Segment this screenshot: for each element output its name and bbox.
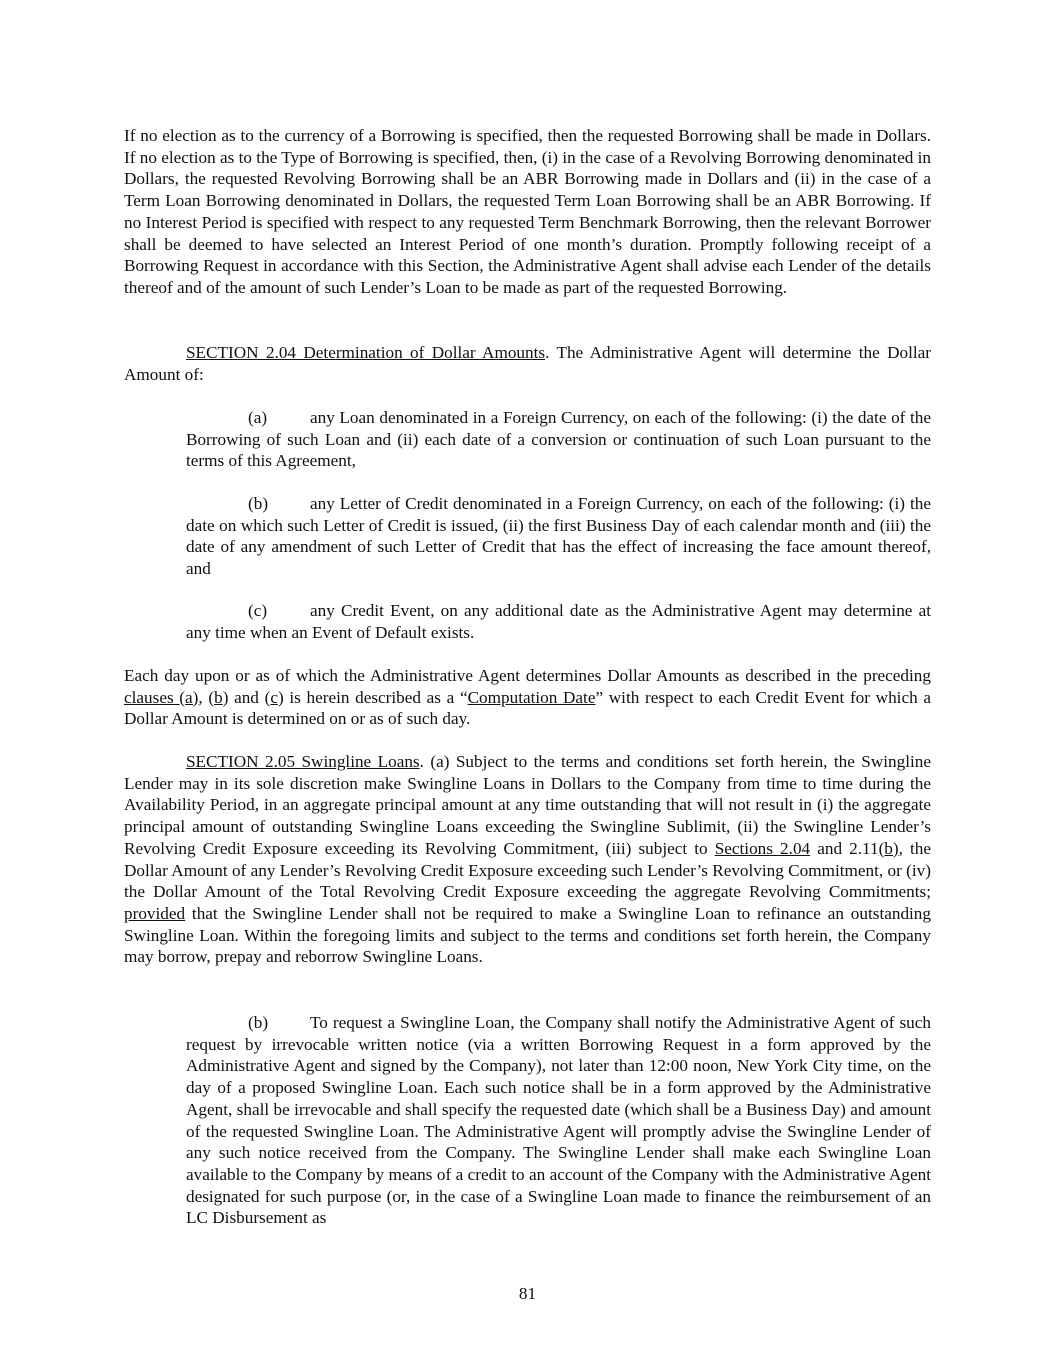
clause-a-label: (a) [248, 408, 268, 427]
clause-b [186, 493, 931, 580]
text-run: that the Swingline Lender shall not be required to make a Swingline Loan to refinance an outstanding Swingline Loan. Within the foregoing limits and subject to the terms and conditions set forth herein, the Company may borrow, prepay and reborrow Swingline Loans. [124, 903, 931, 967]
defined-term: Computation Date [467, 687, 596, 707]
clause-a-text: any Loan denominated in a Foreign Currency, on each of the following: (i) the date of the Borrowing of such Loan and (ii) each date of a conversion or continuation of such Loan pursuant to the terms of this Agreement, [186, 408, 931, 471]
page-number: 81 [518, 1284, 537, 1303]
clause-b-text: any Letter of Credit denominated in a Foreign Currency, on each of the following: (i) the date on which such Letter of Credit is issued, (ii) the first Business Day of each calendar month and (iii) the date of any amendment of such Letter of Credit that has the effect of increasing the face amount thereof, and [186, 494, 931, 579]
paragraph-computation-date [124, 665, 931, 730]
text-run: and 2.11 [810, 838, 879, 858]
clause-a [186, 407, 931, 472]
cross-reference: (b) [878, 838, 899, 858]
text-run: , ( [198, 687, 215, 707]
clause-b-label: (b) [248, 494, 269, 513]
paragraph-text: If no election as to the currency of a Borrowing is specified, then the requested Borrowing shall be made in Dollars. If no election as to the Type of Borrowing is specified, then, (i) in the case of a Revolving Borrowing denominated in Dollars, the requested Revolving Borrowing shall be an ABR Borrowing made in Dollars and (ii) in the case of a Term Loan Borrowing denominated in Dollars, the requested Term Loan Borrowing shall be an ABR Borrowing. If no Interest Period is specified with respect to any requested Term Benchmark Borrowing, then the relevant Borrower shall be deemed to have selected an Interest Period of one month’s duration. Promptly following receipt of a Borrowing Request in accordance with this Section, the Administrative Agent shall advise each Lender of the details thereof and of the amount of such Lender’s Loan to be made as part of the requested Borrowing. [124, 126, 931, 297]
section-2-05-paragraph [124, 751, 931, 968]
text-run: . (a) Subject to the terms and conditions set forth herein, the Swingline Lender may in its sole discretion make Swingline Loans in Dollars to the Company from time to time during the Availability Period, in an aggregate principal amount at any time outstanding that will not result in (i) the aggregate principal amount of outstanding Swingline Loans exceeding the Swingline Sublimit, (ii) the Swingline Lender’s Revolving Credit Exposure exceeding its Revolving Commitment, (iii) subject to [124, 752, 932, 858]
section-2-05-heading: SECTION 2.05 Swingline Loans [186, 752, 420, 771]
cross-reference: clauses (a) [124, 687, 199, 707]
defined-term: provided [124, 903, 186, 923]
clause-c-text: any Credit Event, on any additional date as the Administrative Agent may determine at any time when an Event of Default exists. [186, 601, 931, 642]
paragraph-text: . The Administrative Agent will determine the Dollar Amount of: [124, 343, 931, 384]
clause-c-label: (c) [248, 601, 268, 620]
text-run: , the Dollar Amount of any Lender’s Revolving Credit Exposure exceeding such Lender’s Revolving Commitment, or (iv) the Dollar Amount of the Total Revolving Credit Exposure exceeding the aggregate Revolving Commitments; [124, 838, 932, 902]
section-2-04-paragraph [124, 342, 931, 385]
text-run: ” with respect to each Credit Event for which a Dollar Amount is determined on or as of such day. [124, 687, 931, 729]
section-2-04-heading: SECTION 2.04 Determination of Dollar Amounts [186, 343, 546, 362]
cross-reference: c [270, 687, 278, 707]
cross-reference: b [214, 687, 223, 707]
clause-b-label: (b) [248, 1013, 269, 1032]
clause-c [186, 600, 931, 643]
text-run: Each day upon or as of which the Administrative Agent determines Dollar Amounts as described in the preceding [124, 666, 931, 685]
section-2-05-clause-b [186, 1012, 931, 1229]
text-run: ) is herein described as a “ [277, 687, 468, 707]
cross-reference: Sections 2.04 [714, 838, 811, 858]
clause-b-text: To request a Swingline Loan, the Company shall notify the Administrative Agent of such request by irrevocable written notice (via a written Borrowing Request in a form approved by the Administrative Agent and signed by the Company), not later than 12:00 noon, New York City time, on the day of a proposed Swingline Loan. Each such notice shall be in a form approved by the Administrative Agent, shall be irrevocable and shall specify the requested date (which shall be a Business Day) and amount of the requested Swingline Loan. The Administrative Agent will promptly advise the Swingline Lender of any such notice received from the Company. The Swingline Lender shall make each Swingline Loan available to the Company by means of a credit to an account of the Company with the Administrative Agent designated for such purpose (or, in the case of a Swingline Loan made to finance the reimbursement of an LC Disbursement as [186, 1013, 931, 1228]
text-run: ) and ( [222, 687, 271, 707]
paragraph-borrowing-election [124, 125, 931, 299]
